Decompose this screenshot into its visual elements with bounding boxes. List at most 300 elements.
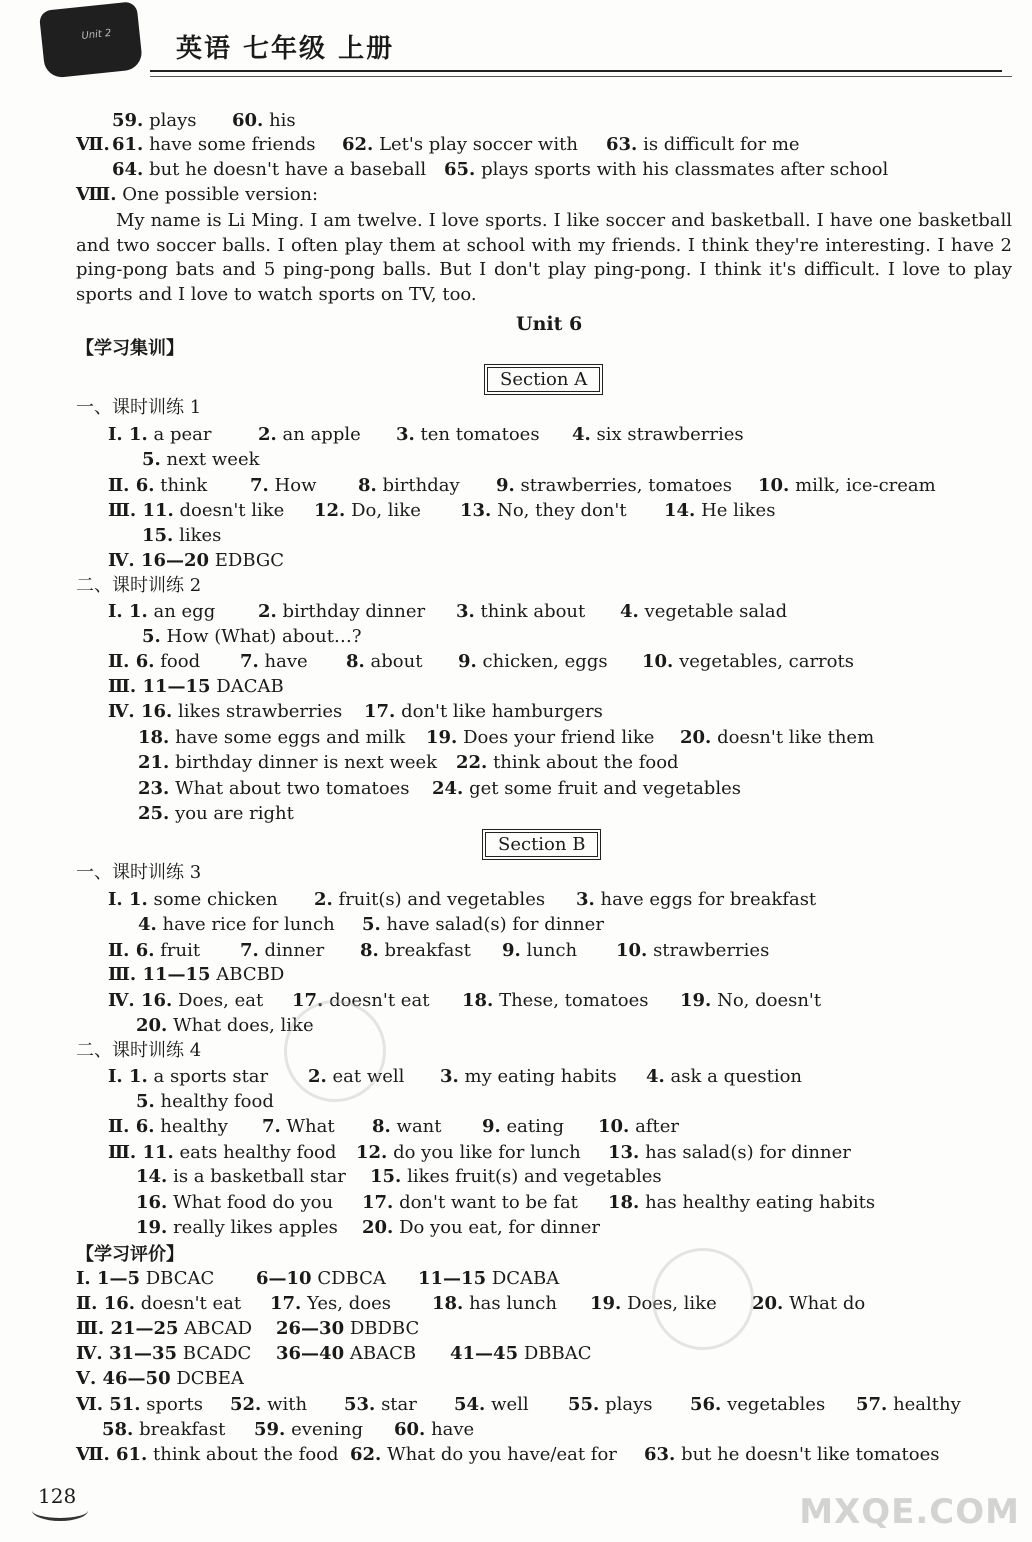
- answer-text: breakfast: [384, 940, 471, 961]
- answer-text: eating: [506, 1116, 565, 1137]
- answer-number: 9.: [482, 1116, 501, 1137]
- answer-number: 20.: [362, 1217, 394, 1238]
- answer-number: Ⅳ. 31—35: [76, 1343, 178, 1364]
- answer-text: food: [160, 651, 201, 672]
- answer-text: dinner: [264, 940, 325, 961]
- answer-text: Do, like: [351, 500, 421, 521]
- page-number: 128: [38, 1484, 77, 1508]
- answer-text: well: [491, 1394, 529, 1415]
- answer-text: think about the food: [153, 1444, 339, 1465]
- answer-text: get some fruit and vegetables: [469, 778, 741, 799]
- answer-item: [76, 1293, 241, 1315]
- answer-item: [258, 601, 425, 623]
- answer-number: 12.: [314, 500, 346, 521]
- answer-number: Ⅵ. 51.: [76, 1394, 141, 1415]
- answer-number: 5.: [142, 626, 161, 647]
- answer-item: [364, 701, 603, 723]
- answer-text: chicken, eggs: [482, 651, 608, 672]
- answer-number: 63.: [606, 134, 638, 155]
- answer-item: [76, 1343, 251, 1365]
- heading-xuexi-jixun: 【学习集训】: [76, 338, 184, 359]
- answer-number: Ⅳ. 16—20: [108, 550, 210, 571]
- answer-number: 57.: [856, 1394, 888, 1415]
- answer-text: 一、课时训练 1: [76, 397, 202, 418]
- answer-text: DBBAC: [523, 1343, 592, 1364]
- answer-text: ten tomatoes: [420, 424, 540, 445]
- answer-text: lunch: [526, 940, 578, 961]
- answer-item: [646, 1066, 802, 1088]
- answer-number: Unit 6: [516, 313, 583, 335]
- answer-item: [138, 914, 335, 936]
- answer-text: How (What) about…?: [166, 626, 362, 647]
- answer-item: [690, 1394, 825, 1416]
- answer-number: Ⅲ. 21—25: [76, 1318, 179, 1339]
- answer-item: [450, 1343, 592, 1365]
- answer-number: 10.: [758, 475, 790, 496]
- answer-text: doesn't eat: [140, 1293, 242, 1314]
- answer-number: 8.: [358, 475, 377, 496]
- answer-item: [362, 1217, 600, 1239]
- answer-item: [76, 575, 201, 597]
- answer-number: 52.: [230, 1394, 262, 1415]
- answer-text: really likes apples: [173, 1217, 338, 1238]
- answer-number: 20.: [136, 1015, 168, 1036]
- answer-number: 9.: [496, 475, 515, 496]
- answer-text: next week: [166, 449, 260, 470]
- answer-item: [342, 134, 578, 156]
- answer-number: 9.: [502, 940, 521, 961]
- answer-text: doesn't eat: [329, 990, 430, 1011]
- answer-number: 13.: [608, 1142, 640, 1163]
- answer-text: vegetables, carrots: [679, 651, 854, 672]
- answer-item: [112, 134, 315, 156]
- answer-item: [432, 1293, 557, 1315]
- answer-item: [276, 1343, 416, 1365]
- answer-text: have: [431, 1419, 475, 1440]
- answer-number: Ⅲ. 11—15: [108, 964, 211, 985]
- answer-number: 62.: [350, 1444, 382, 1465]
- answer-text: have some friends: [149, 134, 316, 155]
- answer-text: his: [269, 110, 296, 131]
- answer-number: 5.: [362, 914, 381, 935]
- answer-item: [396, 424, 540, 446]
- answer-number: 59.: [254, 1419, 286, 1440]
- answer-number: Ⅲ. 11—15: [108, 676, 211, 697]
- answer-text: think about the food: [493, 752, 679, 773]
- answer-item: [108, 1142, 336, 1164]
- answer-text: want: [396, 1116, 442, 1137]
- answer-text: but he doesn't like tomatoes: [681, 1444, 940, 1465]
- answer-text: How: [274, 475, 317, 496]
- answer-item: [136, 1091, 274, 1113]
- answer-number: Ⅱ. 16.: [76, 1293, 136, 1314]
- answer-number: 19.: [426, 727, 458, 748]
- answer-text: a sports star: [153, 1066, 269, 1087]
- answer-item: [344, 1394, 417, 1416]
- answer-item: [362, 914, 604, 936]
- answer-number: 2.: [258, 424, 277, 445]
- answer-text: evening: [291, 1419, 364, 1440]
- page-header: [0, 0, 1032, 110]
- answer-item: [108, 651, 200, 673]
- answer-item: [680, 727, 874, 749]
- answer-number: 4.: [138, 914, 157, 935]
- answer-item: [856, 1394, 961, 1416]
- answer-item: [516, 313, 582, 335]
- answer-text: He likes: [701, 500, 776, 521]
- answer-item: [108, 424, 211, 446]
- answer-text: Let's play soccer with: [379, 134, 578, 155]
- answer-item: [138, 727, 405, 749]
- answer-number: 18.: [608, 1192, 640, 1213]
- answer-text: is a basketball star: [173, 1166, 346, 1187]
- answer-item: [608, 1142, 851, 1164]
- answer-text: eats healthy food: [179, 1142, 337, 1163]
- answer-text: What about two tomatoes: [175, 778, 410, 799]
- answer-item: [598, 1116, 679, 1138]
- answer-number: 17.: [364, 701, 396, 722]
- answer-number: 58.: [102, 1419, 134, 1440]
- answer-item: [142, 626, 362, 648]
- answer-text: a pear: [153, 424, 212, 445]
- answer-text: doesn't like them: [717, 727, 875, 748]
- answer-number: 17.: [292, 990, 324, 1011]
- answer-number: 22.: [456, 752, 488, 773]
- answer-item: [262, 1116, 335, 1138]
- answer-item: [108, 940, 200, 962]
- answer-text: DBDBC: [349, 1318, 420, 1339]
- answer-number: 8.: [372, 1116, 391, 1137]
- answer-text: has healthy eating habits: [645, 1192, 876, 1213]
- answer-text: fruit(s) and vegetables: [338, 889, 546, 910]
- answer-item: [456, 601, 585, 623]
- answer-item: [232, 110, 296, 132]
- answer-number: 62.: [342, 134, 374, 155]
- answer-number: 36—40: [276, 1343, 345, 1364]
- answer-item: [606, 134, 800, 156]
- answer-text: six strawberries: [596, 424, 744, 445]
- answer-item: [108, 475, 207, 497]
- page-number-curve: [32, 1500, 88, 1521]
- answer-text: after: [635, 1116, 679, 1137]
- answer-text: Yes, does: [307, 1293, 391, 1314]
- answer-item: [394, 1419, 474, 1441]
- essay-paragraph: My name is Li Ming. I am twelve. I love sports. I like soccer and basketball. I have one basketball and two soccer balls. I often play them at school with my friends. I think they're interesting. I have 2 ping-pong bats and 5 ping-pong balls. But I don't play ping-pong. I think it's difficult. I love to play sports and I love to watch sports on TV, too.: [76, 210, 1012, 305]
- answer-text: star: [381, 1394, 417, 1415]
- answer-number: 4.: [620, 601, 639, 622]
- answer-text: DCABA: [491, 1268, 560, 1289]
- answer-number: 20.: [752, 1293, 784, 1314]
- answer-text: healthy food: [160, 1091, 274, 1112]
- answer-number: 15.: [370, 1166, 402, 1187]
- answer-item: [108, 964, 284, 986]
- answer-item: [240, 651, 308, 673]
- answer-number: 20.: [680, 727, 712, 748]
- answer-text: No, doesn't: [717, 990, 822, 1011]
- answer-text: No, they don't: [497, 500, 627, 521]
- answer-item: [256, 1268, 386, 1290]
- answer-number: 55.: [568, 1394, 600, 1415]
- answer-number: 54.: [454, 1394, 486, 1415]
- answer-text: eat well: [332, 1066, 405, 1087]
- answer-item: [142, 525, 221, 547]
- answer-text: ABCAD: [184, 1318, 253, 1339]
- answer-number: Ⅲ. 11.: [108, 1142, 174, 1163]
- answer-item: [142, 449, 260, 471]
- answer-text: healthy: [893, 1394, 961, 1415]
- answer-number: 7.: [240, 651, 259, 672]
- answer-item: [136, 1166, 346, 1188]
- answer-text: strawberries, tomatoes: [520, 475, 733, 496]
- answer-item: [642, 651, 854, 673]
- answer-text: What food do you: [173, 1192, 334, 1213]
- answer-text: Does your friend like: [463, 727, 655, 748]
- answer-text: an egg: [153, 601, 216, 622]
- answer-item: [370, 1166, 662, 1188]
- answer-item: [76, 862, 201, 884]
- answer-number: Ⅳ. 16.: [108, 701, 173, 722]
- answer-item: [444, 159, 888, 181]
- answer-item: [346, 651, 422, 673]
- answer-number: 4.: [572, 424, 591, 445]
- answer-text: ABCBD: [216, 964, 285, 985]
- answer-item: [136, 1217, 338, 1239]
- answer-item: [76, 1444, 339, 1466]
- answer-item: [230, 1394, 307, 1416]
- answer-number: 56.: [690, 1394, 722, 1415]
- board-text: Unit 2: [81, 27, 112, 42]
- answer-item: [276, 1318, 419, 1340]
- answer-number: Ⅶ. 61.: [76, 1444, 148, 1465]
- answer-number: Ⅳ. 16.: [108, 990, 173, 1011]
- answer-item: [616, 940, 769, 962]
- answer-text: What: [286, 1116, 335, 1137]
- answer-number: Ⅰ. 1.: [108, 424, 148, 445]
- answer-item: [240, 940, 324, 962]
- answer-text: think: [160, 475, 208, 496]
- answer-item: [456, 752, 679, 774]
- answer-item: [108, 1066, 268, 1088]
- answer-item: [458, 651, 608, 673]
- answer-number: 6—10: [256, 1268, 312, 1289]
- answer-item: [608, 1192, 875, 1214]
- answer-item: [358, 475, 460, 497]
- answer-text: healthy: [160, 1116, 228, 1137]
- answer-text: Does, like: [627, 1293, 717, 1314]
- answer-number: 5.: [142, 449, 161, 470]
- answer-item: [758, 475, 936, 497]
- answer-number: Ⅰ. 1.: [108, 1066, 148, 1087]
- answer-item: [76, 397, 201, 419]
- watermark-stamp-icon: [638, 1234, 769, 1365]
- answer-item: [440, 1066, 617, 1088]
- answer-text: some chicken: [153, 889, 278, 910]
- answer-text: DBCAC: [145, 1268, 215, 1289]
- answer-number: 5.: [136, 1091, 155, 1112]
- answer-text: milk, ice-cream: [795, 475, 936, 496]
- answer-item: [108, 500, 284, 522]
- answer-text: What do you have/eat for: [387, 1444, 617, 1465]
- answer-text: sports: [146, 1394, 203, 1415]
- answer-text: What does, like: [173, 1015, 314, 1036]
- answer-number: 60.: [394, 1419, 426, 1440]
- answer-number: 7.: [250, 475, 269, 496]
- answer-text: These, tomatoes: [499, 990, 649, 1011]
- answer-text: have: [264, 651, 308, 672]
- answer-item: [576, 889, 816, 911]
- answer-item: [250, 475, 316, 497]
- answer-item: [76, 1368, 244, 1390]
- answer-number: 17.: [362, 1192, 394, 1213]
- answer-number: 26—30: [276, 1318, 345, 1339]
- answer-text: BCADC: [182, 1343, 252, 1364]
- answer-item: [136, 1192, 333, 1214]
- heading-xuexi-pingjia: 【学习评价】: [76, 1244, 184, 1265]
- answer-item: [108, 550, 284, 572]
- answer-item: [360, 940, 471, 962]
- answer-text: has salad(s) for dinner: [645, 1142, 851, 1163]
- answer-number: 8.: [360, 940, 379, 961]
- answer-number: 18.: [462, 990, 494, 1011]
- answer-number: 59.: [112, 110, 144, 131]
- answer-number: 3.: [440, 1066, 459, 1087]
- answer-number: 41—45: [450, 1343, 519, 1364]
- answer-text: doesn't like: [179, 500, 285, 521]
- answer-item: [138, 752, 437, 774]
- answer-number: Ⅱ. 6.: [108, 940, 155, 961]
- answer-text: 一、课时训练 3: [76, 862, 202, 883]
- answer-text: have rice for lunch: [162, 914, 335, 935]
- answer-number: 21.: [138, 752, 170, 773]
- answer-item: [112, 159, 426, 181]
- answer-item: [432, 778, 741, 800]
- answer-number: 14.: [664, 500, 696, 521]
- answer-number: 53.: [344, 1394, 376, 1415]
- answer-item: [482, 1116, 564, 1138]
- answer-item: [680, 990, 821, 1012]
- answer-item: [138, 778, 410, 800]
- answer-text: likes: [179, 525, 222, 546]
- answer-item: [76, 1040, 201, 1062]
- answer-number: Ⅴ. 46—50: [76, 1368, 171, 1389]
- answer-text: have some eggs and milk: [175, 727, 406, 748]
- answer-number: 65.: [444, 159, 476, 180]
- answer-number: 2.: [308, 1066, 327, 1087]
- answer-text: 二、课时训练 4: [76, 1040, 202, 1061]
- answer-number: 7.: [262, 1116, 281, 1137]
- section-a-label: Section A: [487, 367, 600, 392]
- answer-item: [258, 424, 361, 446]
- answer-text: 二、课时训练 2: [76, 575, 202, 596]
- answer-item: [356, 1142, 581, 1164]
- answer-text: don't want to be fat: [399, 1192, 578, 1213]
- answer-number: 10.: [642, 651, 674, 672]
- answer-number: 23.: [138, 778, 170, 799]
- answer-text: with: [267, 1394, 308, 1415]
- answer-number: 10.: [616, 940, 648, 961]
- answer-item: [314, 500, 421, 522]
- answer-number: Ⅰ. 1—5: [76, 1268, 141, 1289]
- answer-text: have eggs for breakfast: [600, 889, 817, 910]
- answer-number: 63.: [644, 1444, 676, 1465]
- answer-text: has lunch: [469, 1293, 557, 1314]
- answer-item: [108, 676, 284, 698]
- answer-number: 3.: [576, 889, 595, 910]
- answer-text: ask a question: [670, 1066, 803, 1087]
- answer-text: you are right: [175, 803, 294, 824]
- answer-number: 61.: [112, 134, 144, 155]
- answer-number: 64.: [112, 159, 144, 180]
- answer-text: strawberries: [653, 940, 770, 961]
- answer-item: [502, 940, 577, 962]
- answer-item: [664, 500, 775, 522]
- answer-number: Ⅰ. 1.: [108, 601, 148, 622]
- answer-item: [108, 601, 215, 623]
- answer-item: [76, 1394, 203, 1416]
- header-rule-thin: [150, 76, 1012, 77]
- answer-number: 8.: [346, 651, 365, 672]
- answer-text: What do: [789, 1293, 866, 1314]
- answer-number: Ⅱ. 6.: [108, 651, 155, 672]
- answer-item: [568, 1394, 652, 1416]
- answer-number: 19.: [136, 1217, 168, 1238]
- answer-text: is difficult for me: [643, 134, 800, 155]
- answer-text: Does, eat: [178, 990, 264, 1011]
- answer-number: 10.: [598, 1116, 630, 1137]
- answer-number: 19.: [680, 990, 712, 1011]
- answer-text: don't like hamburgers: [401, 701, 603, 722]
- answer-number: 9.: [458, 651, 477, 672]
- answer-number: 24.: [432, 778, 464, 799]
- answer-number: 18.: [138, 727, 170, 748]
- answer-text: about: [370, 651, 423, 672]
- answer-number: 7.: [240, 940, 259, 961]
- site-watermark: MXQE.COM: [799, 1492, 1020, 1532]
- answer-number: 25.: [138, 803, 170, 824]
- answer-number: Ⅲ. 11.: [108, 500, 174, 521]
- answer-number: Ⅱ. 6.: [108, 475, 155, 496]
- answer-item: [108, 889, 278, 911]
- answer-item: [644, 1444, 939, 1466]
- answer-number: 14.: [136, 1166, 168, 1187]
- answer-text: likes strawberries: [178, 701, 343, 722]
- answer-item: [426, 727, 654, 749]
- answer-item: [138, 803, 294, 825]
- answer-item: [620, 601, 787, 623]
- answer-text: plays: [605, 1394, 653, 1415]
- answer-text: vegetables: [727, 1394, 826, 1415]
- answer-number: 4.: [646, 1066, 665, 1087]
- answer-item: [572, 424, 744, 446]
- answer-text: but he doesn't have a baseball: [149, 159, 427, 180]
- answer-number: 12.: [356, 1142, 388, 1163]
- answer-number: 17.: [270, 1293, 302, 1314]
- answer-item: [108, 1116, 228, 1138]
- answer-number: 3.: [456, 601, 475, 622]
- answer-text: vegetable salad: [644, 601, 788, 622]
- answer-text: One possible version:: [122, 184, 319, 205]
- answer-number: Ⅱ. 6.: [108, 1116, 155, 1137]
- answer-text: CDBCA: [317, 1268, 386, 1289]
- answer-number: Ⅷ.: [76, 184, 117, 205]
- answer-text: birthday: [382, 475, 460, 496]
- answer-text: plays: [149, 110, 197, 131]
- answer-number: 15.: [142, 525, 174, 546]
- answer-number: 60.: [232, 110, 264, 131]
- answer-text: birthday dinner is next week: [175, 752, 438, 773]
- answer-text: DCBEA: [176, 1368, 244, 1389]
- answer-item: [314, 889, 545, 911]
